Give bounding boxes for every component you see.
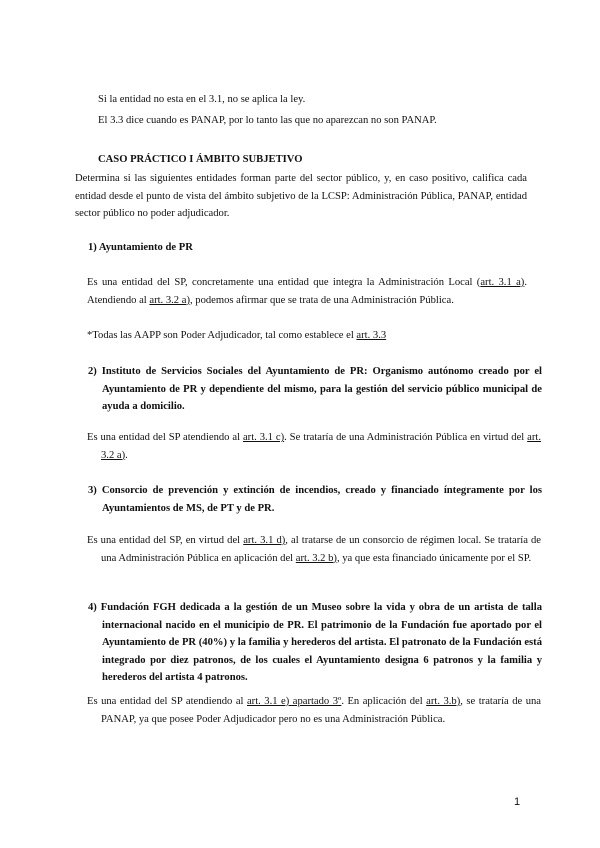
case-3-ref-1: art. 3.1 d): [243, 535, 286, 546]
case-4-answer: Es una entidad del SP atendiendo al art. 3.1 e) apartado 3º. En aplicación del art. 3.b), se trataría de una PANAP, ya que posee Poder Adjudicador pero no es una Administración Pública.: [87, 696, 541, 725]
case-4-ref-2: art. 3.b): [426, 696, 461, 707]
section-title: CASO PRÁCTICO I ÁMBITO SUBJETIVO: [98, 154, 303, 165]
case-1-ref-1: art. 3.1 a): [480, 277, 525, 288]
case-2-heading: 2) Instituto de Servicios Sociales del Ayuntamiento de PR: Organismo autónomo creado por el Ayuntamiento de PR y dependiente del mismo, para la gestión del servicio público municipal de ayuda a domicilio.: [88, 366, 542, 412]
intro-line-1: Si la entidad no esta en el 3.1, no se aplica la ley.: [98, 94, 306, 105]
case-3-ref-2: art. 3.2 b): [295, 552, 337, 564]
case-4-heading: 4) Fundación FGH dedicada a la gestión de un Museo sobre la vida y obra de un artista de talla internacional nacido en el municipio de PR. El patrimonio de la Fundación fue aportado por el Ayuntamiento de PR (40%) y la familia y herederos del artista. El patronato de la Fundación está integrado por diez patronos, de los cuales el Ayuntamiento designa 6 patronos y la familia y herederos del artista 4 patronos.: [88, 602, 542, 683]
exercise-statement: Determina si las siguientes entidades forman parte del sector público, y, en caso positivo, califica cada entidad desde el punto de vista del ámbito subjetivo de la LCSP: Administración Pública, PANAP, entidad sector público no poder adjudicador.: [75, 173, 527, 219]
case-2-answer: Es una entidad del SP atendiendo al art. 3.1 c). Se trataría de una Administración Pública en virtud del art. 3.2 a).: [87, 432, 541, 461]
case-2-ref-1: art. 3.1 c): [242, 432, 285, 443]
case-1-note-ref: art. 3.3: [356, 330, 387, 341]
page-number: 1: [514, 796, 521, 808]
case-4-ref-1: art. 3.1 e) apartado 3º: [246, 696, 342, 707]
intro-line-2: El 3.3 dice cuando es PANAP, por lo tanto las que no aparezcan no son PANAP.: [98, 115, 437, 126]
case-2-ref-2: art. 3.2 a): [101, 432, 541, 461]
case-1-answer: Es una entidad del SP, concretamente una entidad que integra la Administración Local (art. 3.1 a). Atendiendo al art. 3.2 a), podemos afirmar que se trata de una Administración Pública.: [87, 277, 527, 306]
case-3-answer: Es una entidad del SP, en virtud del art. 3.1 d), al tratarse de un consorcio de régimen local. Se trataría de una Administración Pública en aplicación del art. 3.2 b), ya que esta financiado únicamente por el SP.: [87, 535, 541, 564]
case-3-heading: 3) Consorcio de prevención y extinción de incendios, creado y financiado íntegramente por los Ayuntamientos de MS, de PT y de PR.: [88, 485, 542, 514]
case-1-heading: 1) Ayuntamiento de PR: [88, 242, 193, 253]
case-1-ref-2: art. 3.2 a): [149, 294, 190, 306]
case-1-note: *Todas las AAPP son Poder Adjudicador, tal como establece el art. 3.3: [87, 330, 387, 341]
